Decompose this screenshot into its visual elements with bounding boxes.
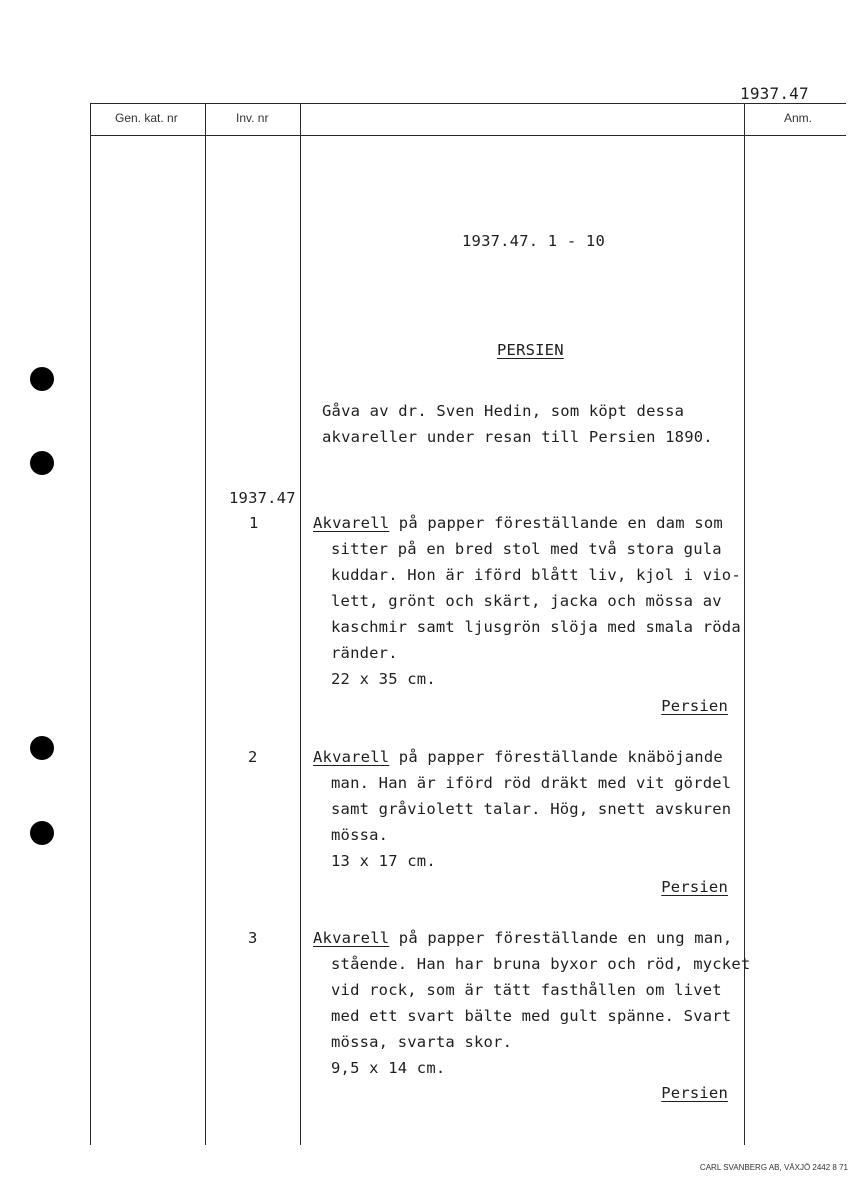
entry-line: samt gråviolett talar. Hög, snett avskuren [331, 800, 732, 818]
record-title: 1937.47. 1 - 10 [462, 232, 605, 250]
punch-hole-2 [30, 451, 54, 475]
entry-size: 22 x 35 cm. [331, 670, 436, 688]
entry-first-line-rest: på papper föreställande en dam som [389, 514, 723, 532]
entry-first-line-rest: på papper föreställande knäböjande [389, 748, 723, 766]
card-number: 1937.47 [740, 84, 809, 103]
entry-number: 3 [248, 929, 258, 947]
entry-first-line [313, 510, 723, 536]
entry-size: 13 x 17 cm. [331, 852, 436, 870]
header-gen-kat-nr: Gen. kat. nr [115, 111, 178, 125]
entry-number: 2 [248, 748, 258, 766]
entry-first-line [313, 925, 732, 951]
punch-hole-4 [30, 821, 54, 845]
header-inv-nr: Inv. nr [236, 111, 269, 125]
entry-number: 1 [249, 514, 259, 532]
header-anm: Anm. [784, 111, 813, 125]
inv-prefix: 1937.47 [229, 489, 296, 507]
entry-lead: Akvarell [313, 929, 390, 947]
entry-line: med ett svart bälte med gult spänne. Svart [331, 1007, 732, 1025]
entry-line: ränder. [331, 644, 398, 662]
punch-hole-1 [30, 367, 54, 391]
printer-footer: CARL SVANBERG AB, VÄXJÖ 2442 8 71 [699, 1163, 848, 1172]
column-divider-2 [205, 103, 206, 1145]
entry-line: mössa. [331, 826, 389, 844]
entry-first-line [313, 744, 723, 770]
entry-line: mössa, svarta skor. [331, 1033, 513, 1051]
entry-line: lett, grönt och skärt, jacka och mössa av [331, 592, 722, 610]
entry-place: Persien [661, 1084, 728, 1102]
entry-line: man. Han är iförd röd dräkt med vit gördel [331, 774, 732, 792]
intro-line-1: Gåva av dr. Sven Hedin, som köpt dessa [322, 402, 685, 420]
entry-lead: Akvarell [313, 514, 390, 532]
column-divider-1 [90, 103, 91, 1145]
header-top-rule [90, 103, 846, 104]
column-divider-3 [300, 103, 301, 1145]
entry-line: stående. Han har bruna byxor och röd, mycket [331, 955, 751, 973]
header-bottom-rule [90, 135, 846, 136]
entry-lead: Akvarell [313, 748, 390, 766]
punch-hole-3 [30, 736, 54, 760]
entry-size: 9,5 x 14 cm. [331, 1059, 446, 1077]
section-heading: PERSIEN [497, 341, 564, 359]
intro-line-2: akvareller under resan till Persien 1890. [322, 428, 713, 446]
entry-line: kaschmir samt ljusgrön slöja med smala röda [331, 618, 741, 636]
column-divider-4 [744, 103, 745, 1145]
entry-line: sitter på en bred stol med två stora gula [331, 540, 722, 558]
entry-place: Persien [661, 878, 728, 896]
entry-line: vid rock, som är tätt fasthållen om livet [331, 981, 722, 999]
entry-place: Persien [661, 697, 728, 715]
entry-first-line-rest: på papper föreställande en ung man, [389, 929, 733, 947]
entry-line: kuddar. Hon är iförd blått liv, kjol i vio- [331, 566, 741, 584]
